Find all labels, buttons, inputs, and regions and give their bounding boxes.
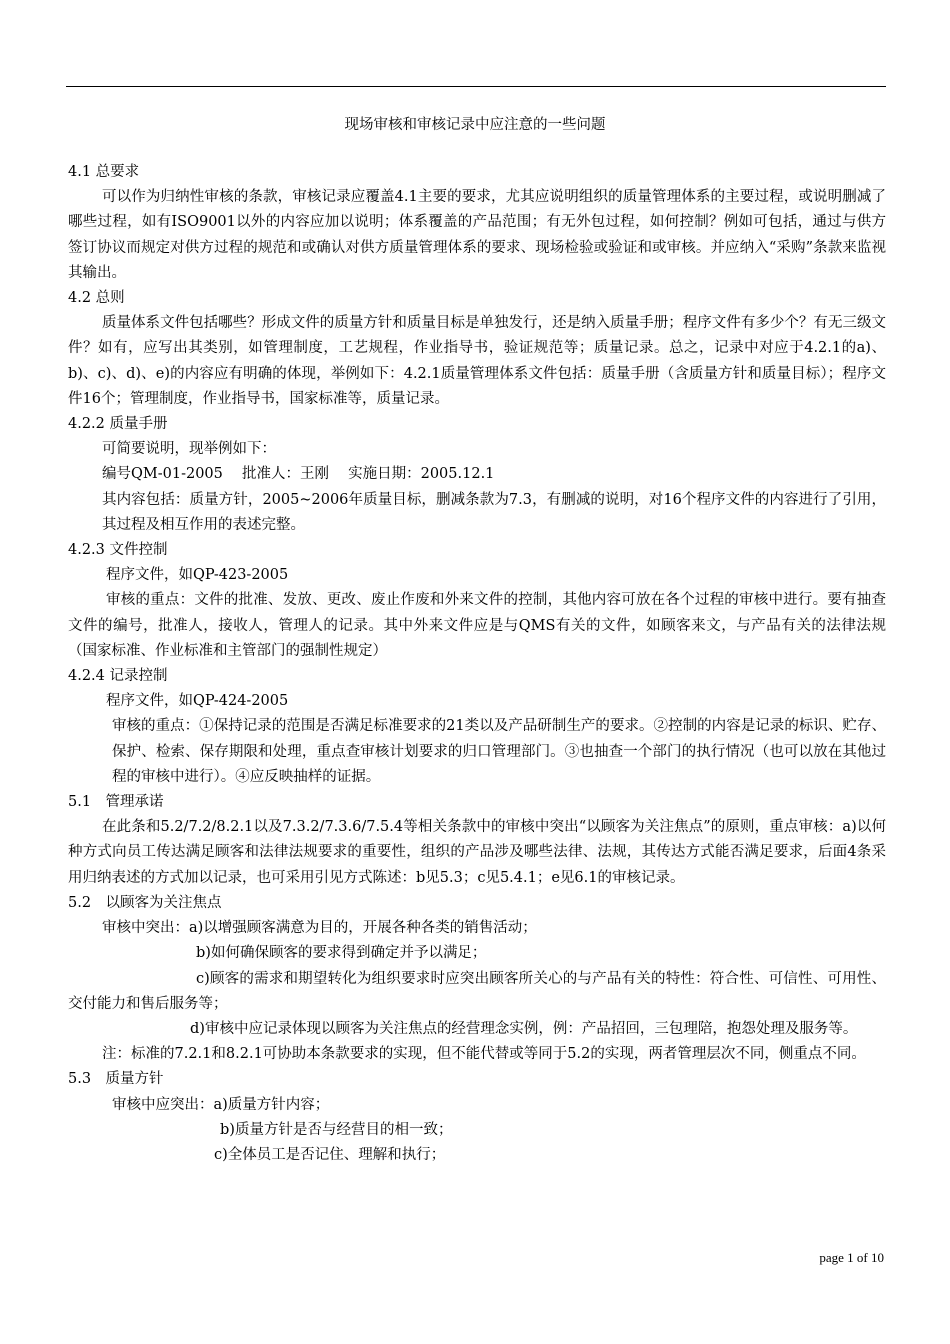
note: 注：标准的7.2.1和8.2.1可协助本条款要求的实现，但不能代替或等同于5.2的实现，两者管理层次不同，侧重点不同。: [102, 1046, 866, 1063]
paragraph: 其内容包括：质量方针，2005~2006年质量目标，删减条款为7.3，有删减的说明，对16个程序文件的内容进行了引用，其过程及相互作用的表述完整。: [102, 491, 886, 533]
page-number: page 1 of 10: [819, 1250, 884, 1265]
paragraph: 可简要说明，现举例如下：: [102, 441, 276, 458]
section-heading-5-2: 5.2 以顾客为关注焦点: [68, 894, 222, 911]
section-heading-4-2: 4.2 总则: [68, 290, 125, 307]
section-heading-4-2-4: 4.2.4 记录控制: [68, 668, 168, 685]
list-item: c)顾客的需求和期望转化为组织要求时应突出顾客所关心的与产品有关的特性：符合性、可信性、可用性、交付能力和售后服务等；: [68, 970, 886, 1012]
list-item: c)全体员工是否记住、理解和执行；: [214, 1146, 446, 1163]
list-item: 审核中突出：a)以增强顾客满意为目的，开展各种各类的销售活动；: [102, 920, 537, 937]
document-body: [68, 160, 886, 1168]
header-rule: [66, 86, 886, 87]
paragraph: 编号QM-01-2005 批准人：王刚 实施日期：2005.12.1: [102, 466, 495, 483]
list-item: b)质量方针是否与经营目的相一致；: [220, 1121, 453, 1138]
section-heading-5-3: 5.3 质量方针: [68, 1071, 164, 1088]
paragraph: 可以作为归纳性审核的条款，审核记录应覆盖4.1主要的要求，尤其应说明组织的质量管理体系的主要过程，或说明删减了哪些过程，如有ISO9001以外的内容应加以说明；体系覆盖的产品范围；有无外包过程，如何控制？例如可包括，通过与供方签订协议而规定对供方过程的规范和或确认对供方质量管理体系的要求、现场检验或验证和或审核。并应纳入“采购”条款来监视其输出。: [68, 189, 886, 281]
paragraph: 审核的重点：①保持记录的范围是否满足标准要求的21类以及产品研制生产的要求。②控制的内容是记录的标识、贮存、保护、检索、保存期限和处理，重点查审核计划要求的归口管理部门。③也抽查一个部门的执行情况（也可以放在其他过程的审核中进行）。④应反映抽样的证据。: [112, 718, 886, 785]
paragraph: 在此条和5.2/7.2/8.2.1以及7.3.2/7.3.6/7.5.4等相关条款中的审核中突出“以顾客为关注焦点”的原则，重点审核：a)以何种方式向员工传达满足顾客和法律法规要求的重要性，组织的产品涉及哪些法律、法规，其传达方式能否满足要求，后面4条采用归纳表述的方式加以记录，也可采用引见方式陈述：b见5.3；c见5.4.1；e见6.1的审核记录。: [68, 819, 886, 886]
section-heading-4-2-2: 4.2.2 质量手册: [68, 416, 168, 433]
paragraph: 程序文件，如QP-423-2005: [106, 567, 289, 584]
section-heading-4-1: 4.1 总要求: [68, 164, 140, 180]
document-title: 现场审核和审核记录中应注意的一些问题: [344, 117, 606, 133]
list-item: d)审核中应记录体现以顾客为关注焦点的经营理念实例，例：产品招回，三包理陪，抱怨处理及服务等。: [190, 1020, 858, 1037]
list-item: b)如何确保顾客的要求得到确定并予以满足；: [196, 945, 487, 962]
paragraph: 质量体系文件包括哪些？形成文件的质量方针和质量目标是单独发行，还是纳入质量手册；程序文件有多少个？有无三级文件？如有，应写出其类别，如管理制度，工艺规程，作业指导书，验证规范等；质量记录。总之，记录中对应于4.2.1的a)、b)、c)、d)、e)的内容应有明确的体现，举例如下：4.2.1质量管理体系文件包括：质量手册（含质量方针和质量目标）；程序文件16个；管理制度，作业指导书，国家标准等，质量记录。: [68, 315, 886, 407]
section-heading-4-2-3: 4.2.3 文件控制: [68, 542, 168, 559]
paragraph: 程序文件，如QP-424-2005: [106, 693, 289, 710]
paragraph: 审核的重点：文件的批准、发放、更改、废止作废和外来文件的控制，其他内容可放在各个过程的审核中进行。要有抽查文件的编号，批准人，接收人，管理人的记录。其中外来文件应是与QMS有关的文件，如顾客来文，与产品有关的法律法规（国家标准、作业标准和主管部门的强制性规定）: [68, 592, 886, 659]
section-heading-5-1: 5.1 管理承诺: [68, 794, 164, 811]
list-item: 审核中应突出：a)质量方针内容；: [112, 1096, 330, 1113]
